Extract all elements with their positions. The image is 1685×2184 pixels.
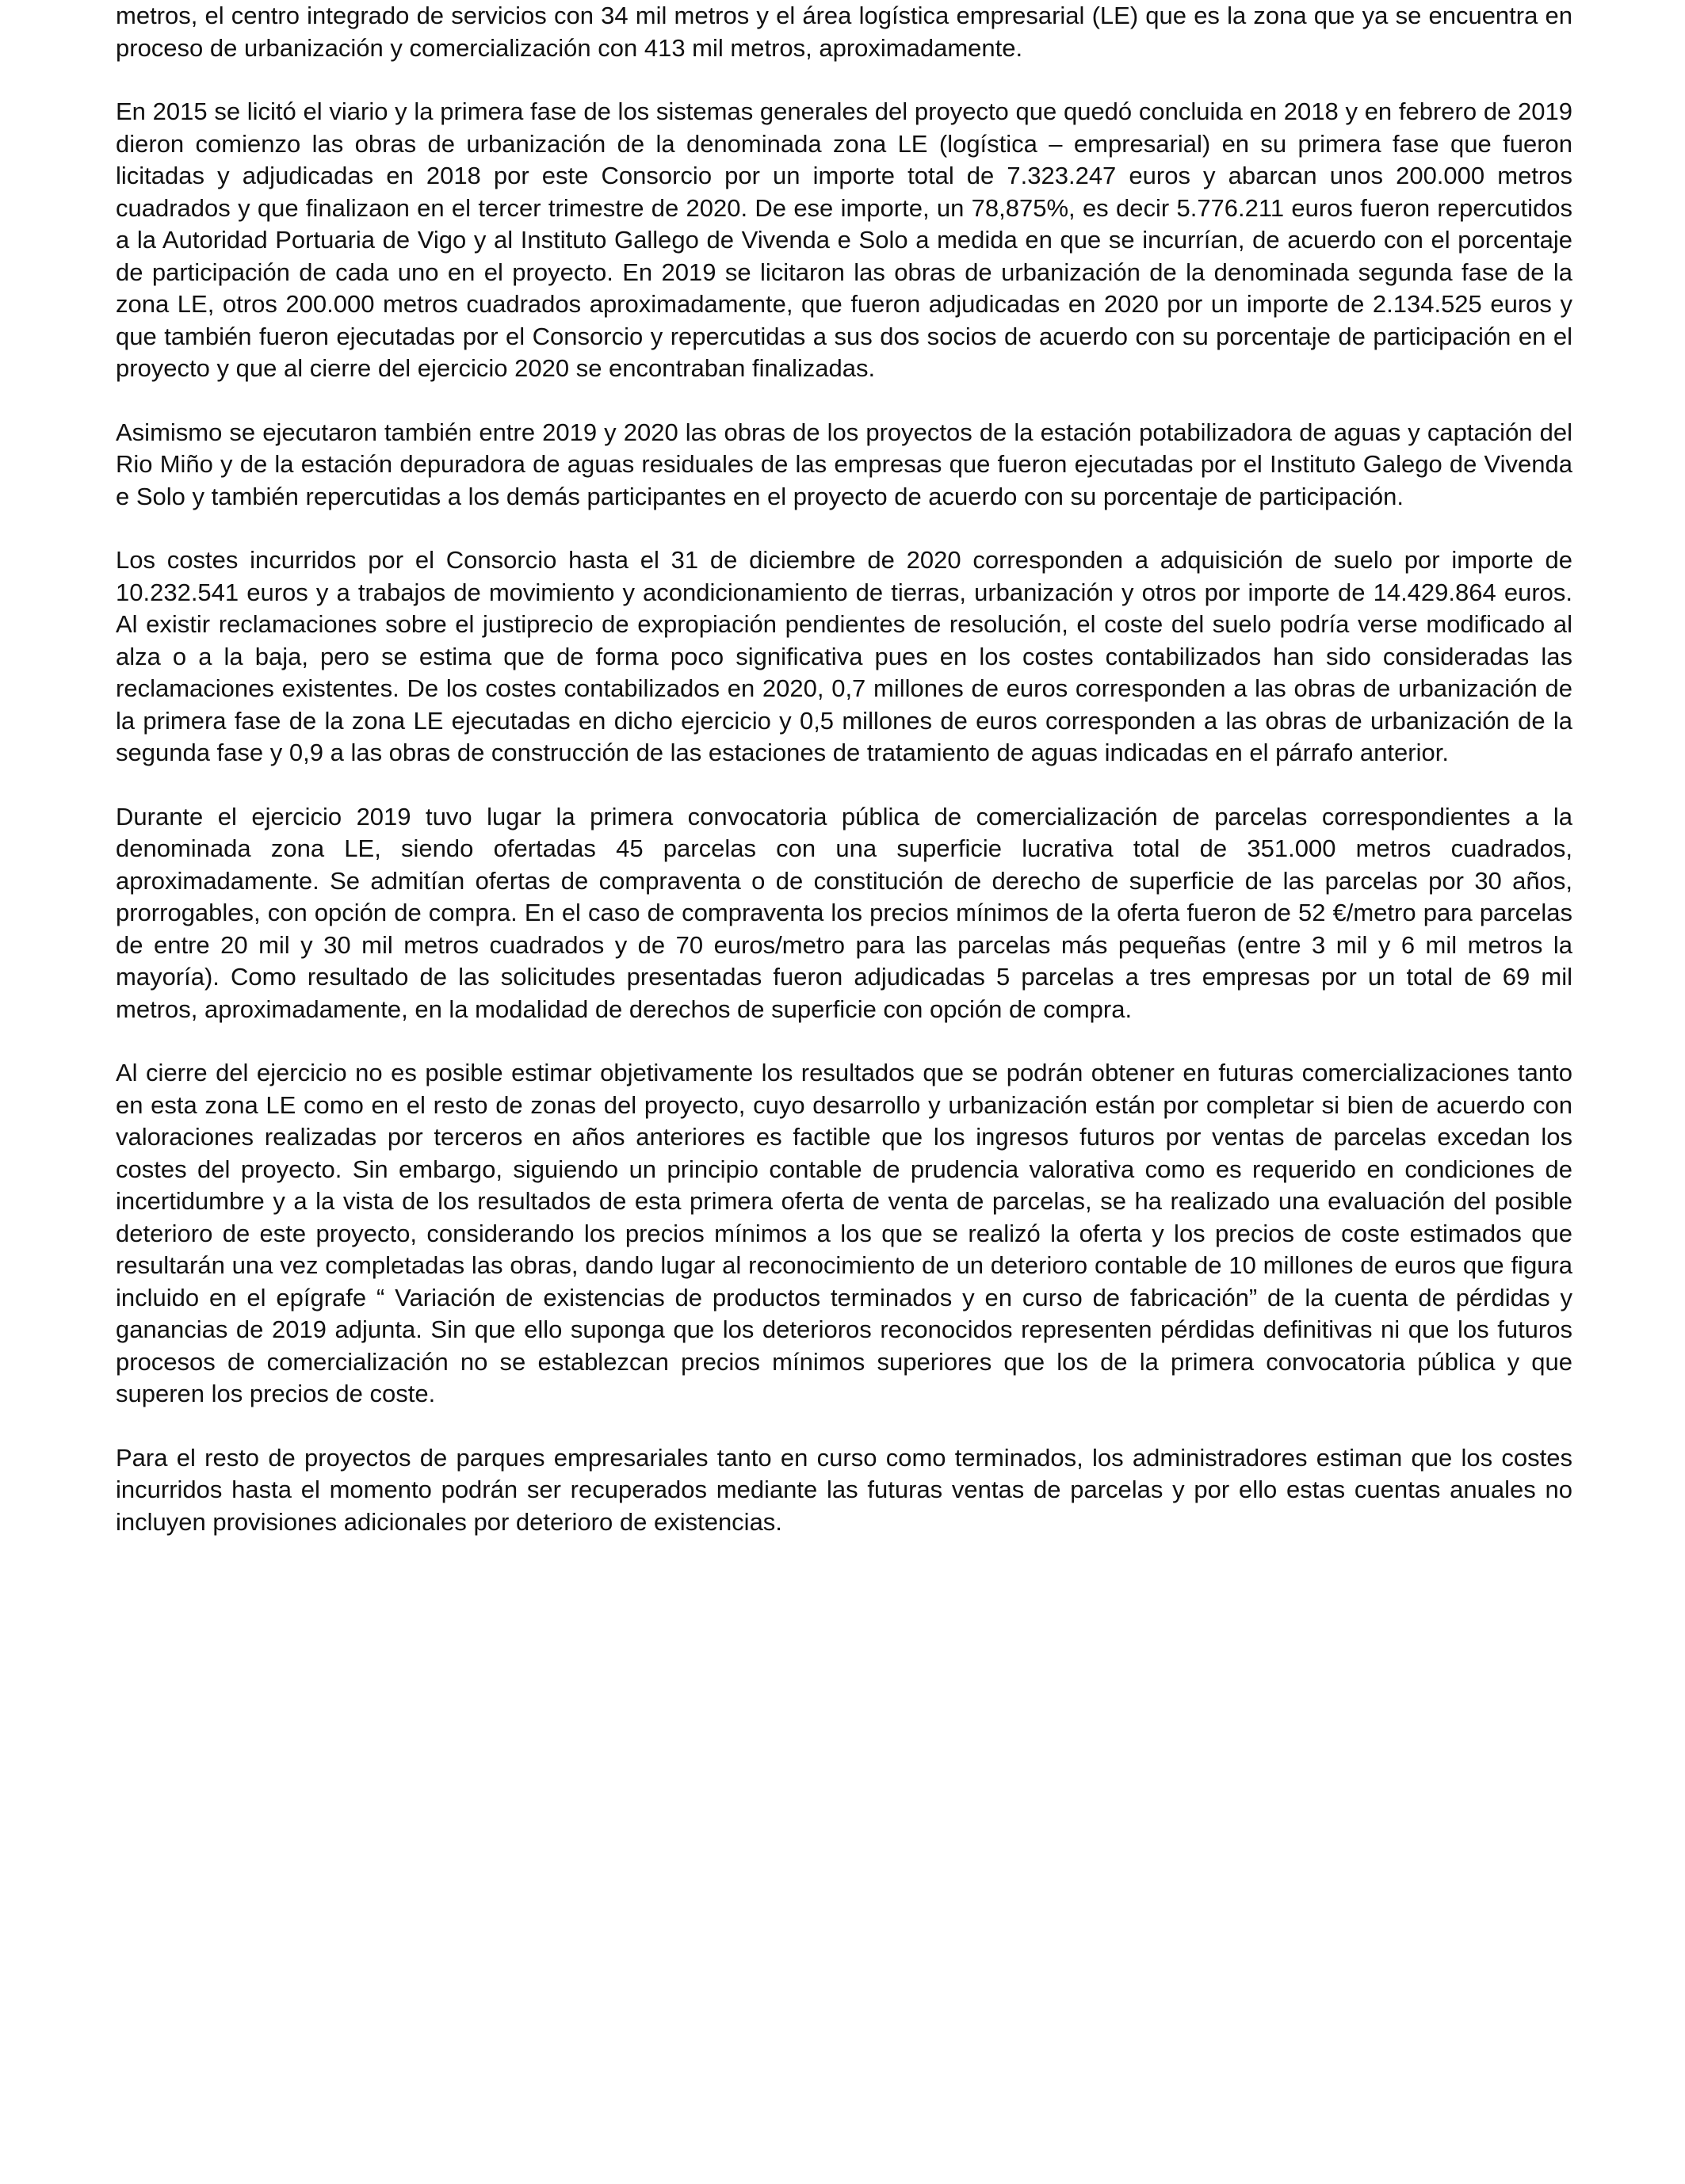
paragraph-urbanization-phases: En 2015 se licitó el viario y la primera fase de los sistemas generales del proyecto que quedó concluida en 2018 y en febrero de 2019 dieron comienzo las obras de urbanización de la denominada zona LE (logística – empresarial) en su primera fase que fueron licitadas y adjudicadas en 2018 por este Consorcio por un importe total de 7.323.247 euros y abarcan unos 200.000 metros cuadrados y que finalizaon en el tercer trimestre de 2020. De ese importe, un 78,875%, es decir 5.776.211 euros fueron repercutidos a la Autoridad Portuaria de Vigo y al Instituto Gallego de Vivenda e Solo a medida en que se incurrían, de acuerdo con el porcentaje de participación de cada uno en el proyecto. En 2019 se licitaron las obras de urbanización de la denominada segunda fase de la zona LE, otros 200.000 metros cuadrados aproximadamente, que fueron adjudicadas en 2020 por un importe de 2.134.525 euros y que también fueron ejecutadas por el Consorcio y repercutidas a sus dos socios de acuerdo con su porcentaje de participación en el proyecto y que al cierre del ejercicio 2020 se encontraban finalizadas. — [116, 97, 1572, 382]
paragraph-water-stations: Asimismo se ejecutaron también entre 2019 y 2020 las obras de los proyectos de la estación potabilizadora de aguas y captación del Rio Miño y de la estación depuradora de aguas residuales de las empresas que fueron ejecutadas por el Instituto Galego de Vivenda e Solo y también repercutidas a los demás participantes en el proyecto de acuerdo con su porcentaje de participación. — [116, 418, 1572, 510]
paragraph-other-projects: Para el resto de proyectos de parques empresariales tanto en curso como terminados, los administradores estiman que los costes incurridos hasta el momento podrán ser recuperados mediante las futuras ventas de parcelas y por ello estas cuentas anuales no incluyen provisiones adicionales por deterioro de existencias. — [116, 1443, 1572, 1536]
paragraph-impairment: Al cierre del ejercicio no es posible estimar objetivamente los resultados que se podrán obtener en futuras comercializaciones tanto en esta zona LE como en el resto de zonas del proyecto, cuyo desarrollo y urbanización están por completar si bien de acuerdo con valoraciones realizadas por terceros en años anteriores es factible que los ingresos futuros por ventas de parcelas excedan los costes del proyecto. Sin embargo, siguiendo un principio contable de prudencia valorativa como es requerido en condiciones de incertidumbre y a la vista de los resultados de esta primera oferta de venta de parcelas, se ha realizado una evaluación del posible deterioro de este proyecto, considerando los precios mínimos a los que se realizó la oferta y los precios de coste estimados que resultarán una vez completadas las obras, dando lugar al reconocimiento de un deterioro contable de 10 millones de euros que figura incluido en el epígrafe “ Variación de existencias de productos terminados y en curso de fabricación” de la cuenta de pérdidas y ganancias de 2019 adjunta. Sin que ello suponga que los deterioros reconocidos representen pérdidas definitivas ni que los futuros procesos de comercialización no se establezcan precios mínimos superiores que los de la primera convocatoria pública y que superen los precios de coste. — [116, 1059, 1572, 1407]
paragraph-costs-incurred: Los costes incurridos por el Consorcio hasta el 31 de diciembre de 2020 corresponden a adquisición de suelo por importe de 10.232.541 euros y a trabajos de movimiento y acondicionamiento de tierras, urbanización y otros por importe de 14.429.864 euros. Al existir reclamaciones sobre el justiprecio de expropiación pendientes de resolución, el coste del suelo podría verse modificado al alza o a la baja, pero se estima que de forma poco significativa pues en los costes contabilizados han sido consideradas las reclamaciones existentes. De los costes contabilizados en 2020, 0,7 millones de euros corresponden a las obras de urbanización de la primera fase de la zona LE ejecutadas en dicho ejercicio y 0,5 millones de euros corresponden a las obras de urbanización de la segunda fase y 0,9 a las obras de construcción de las estaciones de tratamiento de aguas indicadas en el párrafo anterior. — [116, 546, 1572, 766]
paragraph-area-summary: metros, el centro integrado de servicios con 34 mil metros y el área logística empresarial (LE) que es la zona que ya se encuentra en proceso de urbanización y comercialización con 413 mil metros, aproximadamente. — [116, 2, 1572, 62]
document-body — [116, 0, 1572, 1570]
paragraph-commercialization: Durante el ejercicio 2019 tuvo lugar la primera convocatoria pública de comercialización de parcelas correspondientes a la denominada zona LE, siendo ofertadas 45 parcelas con una superficie lucrativa total de 351.000 metros cuadrados, aproximadamente. Se admitían ofertas de compraventa o de constitución de derecho de superficie de las parcelas por 30 años, prorrogables, con opción de compra. En el caso de compraventa los precios mínimos de la oferta fueron de 52 €/metro para parcelas de entre 20 mil y 30 mil metros cuadrados y de 70 euros/metro para las parcelas más pequeñas (entre 3 mil y 6 mil metros la mayoría). Como resultado de las solicitudes presentadas fueron adjudicadas 5 parcelas a tres empresas por un total de 69 mil metros, aproximadamente, en la modalidad de derechos de superficie con opción de compra. — [116, 802, 1572, 1023]
